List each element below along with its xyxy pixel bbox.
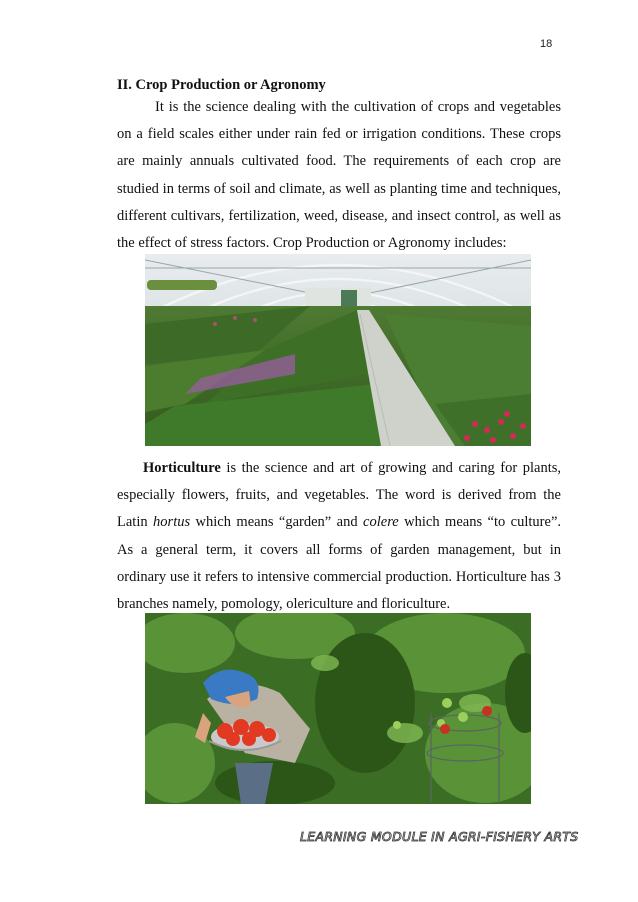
intro-paragraph: It is the science dealing with the cultivation of crops and vegetables on a field scales either under rain fed or irrigation conditions. These crops are mainly annuals cultivated food. The requirements of each crop are studied in terms of soil and climate, as well as planting time and techniques, different cultivars, fertilization, weed, disease, and insect control, as well as the effect of stress factors. Crop Production or Agronomy includes: xyxy=(117,99,561,252)
greenhouse-photo xyxy=(145,254,531,446)
tomato-harvest-photo xyxy=(145,613,531,804)
section-heading: II. Crop Production or Agronomy xyxy=(117,77,326,93)
latin-word-colere: colere xyxy=(363,514,399,531)
horticulture-term: Horticulture xyxy=(143,460,221,476)
horticulture-text-3: which means “to culture”. As a general term, it covers all forms of garden management, but in ordinary use it refers to intensive commercial production. Horticulture has 3 branches namely, pomology, olericulture and floriculture. xyxy=(117,514,561,613)
latin-word-hortus: hortus xyxy=(153,514,191,531)
module-footer: LEARNING MODULE IN AGRI-FISHERY ARTS xyxy=(300,829,579,844)
horticulture-paragraph xyxy=(117,455,561,618)
horticulture-text-1: is the science and art of growing and caring for plants, especially flowers, fruits, and vegetables. The word is derived from the Latin xyxy=(117,460,561,531)
horticulture-text-2: which means “garden” and xyxy=(190,514,364,531)
page-number: 18 xyxy=(540,38,553,50)
